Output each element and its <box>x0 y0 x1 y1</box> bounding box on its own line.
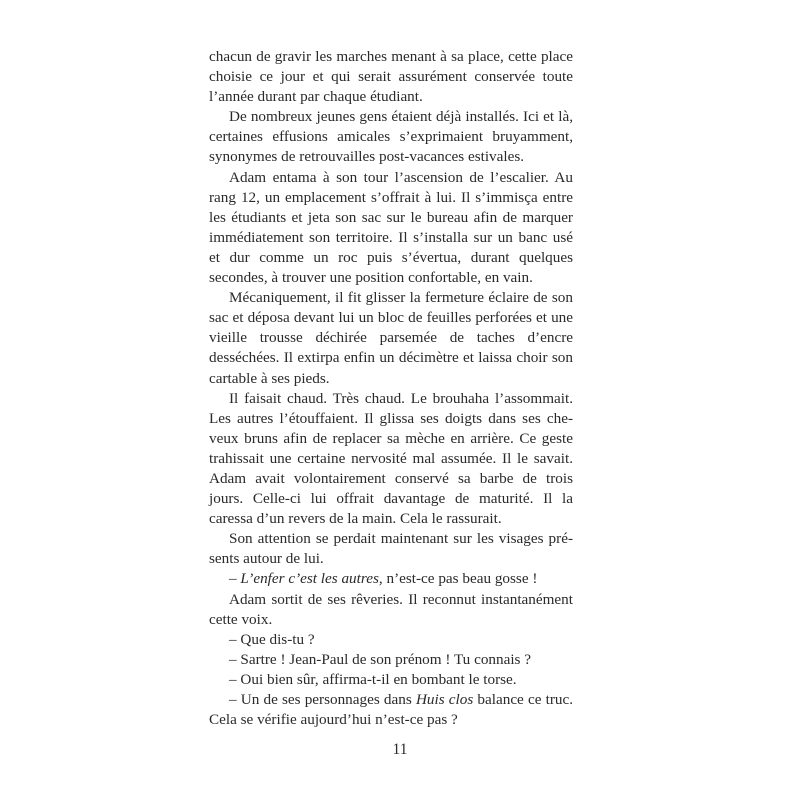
paragraph-6: Son attention se perdait maintenant sur les visages présents autour de lui. <box>209 530 573 568</box>
paragraph-1: chacun de gravir les marches menant à sa place, cette place choisie ce jour et qui serait assurément conservée toute l’année durant par chaque étudiant. <box>209 48 573 106</box>
body-text <box>209 47 573 730</box>
paragraph-2: De nombreux jeunes gens étaient déjà installés. Ici et là, certaines effusions amicales s’exprimaient bruyamment, synonymes de retrouvailles post-vacances estivales. <box>209 108 573 166</box>
paragraph-3: Adam entama à son tour l’ascension de l’escalier. Au rang 12, un emplacement s’offrait à lui. Il s’immisça entre les étudiants et jeta son sac sur le bureau afin de marquer immédiatement son territoire. Il s’installa sur un banc usé et dur comme un roc puis s’évertua, durant quelques secondes, à trouver une position confortable, en vain. <box>209 168 573 287</box>
dialogue-line-4 <box>209 690 573 730</box>
paragraph-4: Mécaniquement, il fit glisser la fermeture éclaire de son sac et déposa devant lui un bloc de feuilles perforées et une vieille trousse déchirée parsemée de taches d’encre desséchées. Il extirpa enfin un décimètre et laissa choir son cartable à ses pieds. <box>209 289 573 387</box>
last-line-before: – Un de ses personnages dans <box>229 691 416 708</box>
quote-dash: – <box>229 570 241 588</box>
dialogue-line-3: – Oui bien sûr, affirma-t-il en bombant le torse. <box>229 670 517 688</box>
quote-italic: L’enfer c’est les autres <box>240 570 379 588</box>
paragraph-5: Il faisait chaud. Très chaud. Le brouhaha l’assommait. Les autres l’étouffaient. Il glissa ses doigts dans ses cheveux bruns afin de replacer sa mèche en arrière. Ce geste trahissait une certaine nervosité mal assumée. Il le savait. Adam avait volontairement conservé sa barbe de trois jours. Celle-ci lui offrait davantage de maturité. Il la caressa d’un revers de la main. Cela le rassurait. <box>209 389 573 528</box>
quote-rest: , n’est-ce pas beau gosse ! <box>378 570 538 588</box>
page-number: 11 <box>392 741 408 758</box>
paragraph-7: Adam sortit de ses rêveries. Il reconnut instantanément cette voix. <box>209 590 573 628</box>
quote-line <box>209 569 573 589</box>
dialogue-line-2: – Sartre ! Jean-Paul de son prénom ! Tu connais ? <box>229 650 532 668</box>
last-line-italic: Huis clos <box>415 691 474 708</box>
dialogue-line-1: – Que dis-tu ? <box>229 630 315 648</box>
last-line-after: balance ce truc. Cela se vérifie aujourd’hui n’est-ce pas ? <box>209 691 574 729</box>
